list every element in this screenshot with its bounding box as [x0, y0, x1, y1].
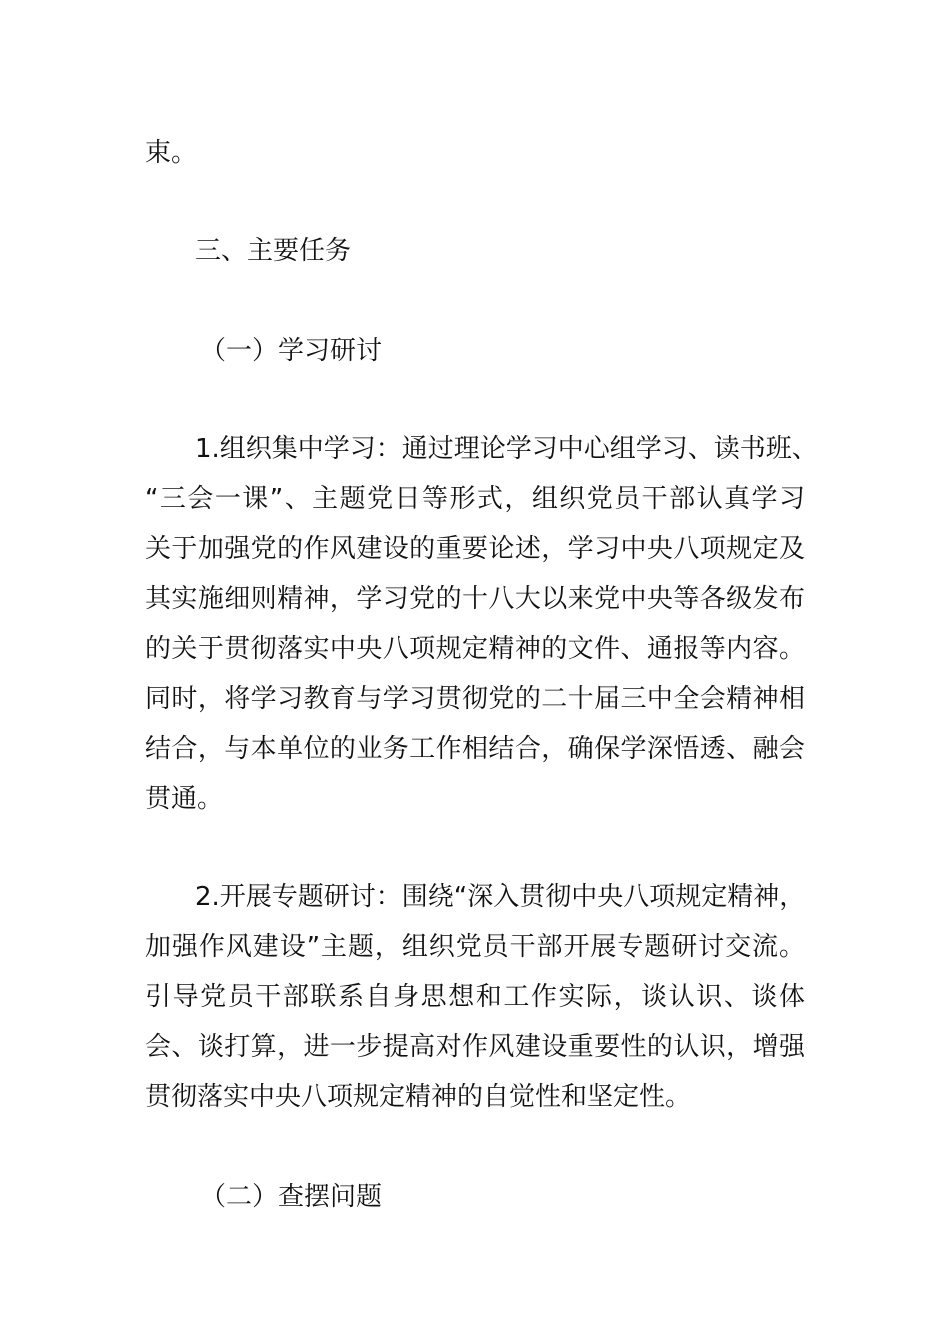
- item1-line-2: “三会一课”、主题党日等形式，组织党员干部认真学习: [145, 484, 805, 514]
- item1-line-7: 结合，与本单位的业务工作相结合，确保学深悟透、融会: [145, 734, 805, 764]
- item2-line-4: 会、谈打算，进一步提高对作风建设重要性的认识，增强: [145, 1032, 805, 1062]
- item1-line-5: 的关于贯彻落实中央八项规定精神的文件、通报等内容。: [145, 634, 805, 664]
- item1-line-8: 贯通。: [145, 784, 224, 814]
- item2-line-1: 2.开展专题研讨：围绕“深入贯彻中央八项规定精神，: [195, 882, 806, 912]
- item2-line-3: 引导党员干部联系自身思想和工作实际，谈认识、谈体: [145, 982, 805, 1012]
- subsection-heading-study: （一）学习研讨: [200, 336, 383, 366]
- item2-line-5: 贯彻落实中央八项规定精神的自觉性和坚定性。: [145, 1082, 692, 1112]
- item1-line-6: 同时，将学习教育与学习贯彻党的二十届三中全会精神相: [145, 684, 805, 714]
- section-heading-main-tasks: 三、主要任务: [195, 236, 352, 266]
- item1-line-3: 关于加强党的作风建设的重要论述，学习中央八项规定及: [145, 534, 805, 564]
- item1-line-4: 其实施细则精神，学习党的十八大以来党中央等各级发布: [145, 584, 805, 614]
- item2-line-2: 加强作风建设”主题，组织党员干部开展专题研讨交流。: [145, 932, 805, 962]
- continuation-text: 束。: [145, 138, 198, 168]
- item1-line-1: 1.组织集中学习：通过理论学习中心组学习、读书班、: [195, 434, 818, 464]
- subsection-heading-check-problems: （二）查摆问题: [200, 1182, 383, 1212]
